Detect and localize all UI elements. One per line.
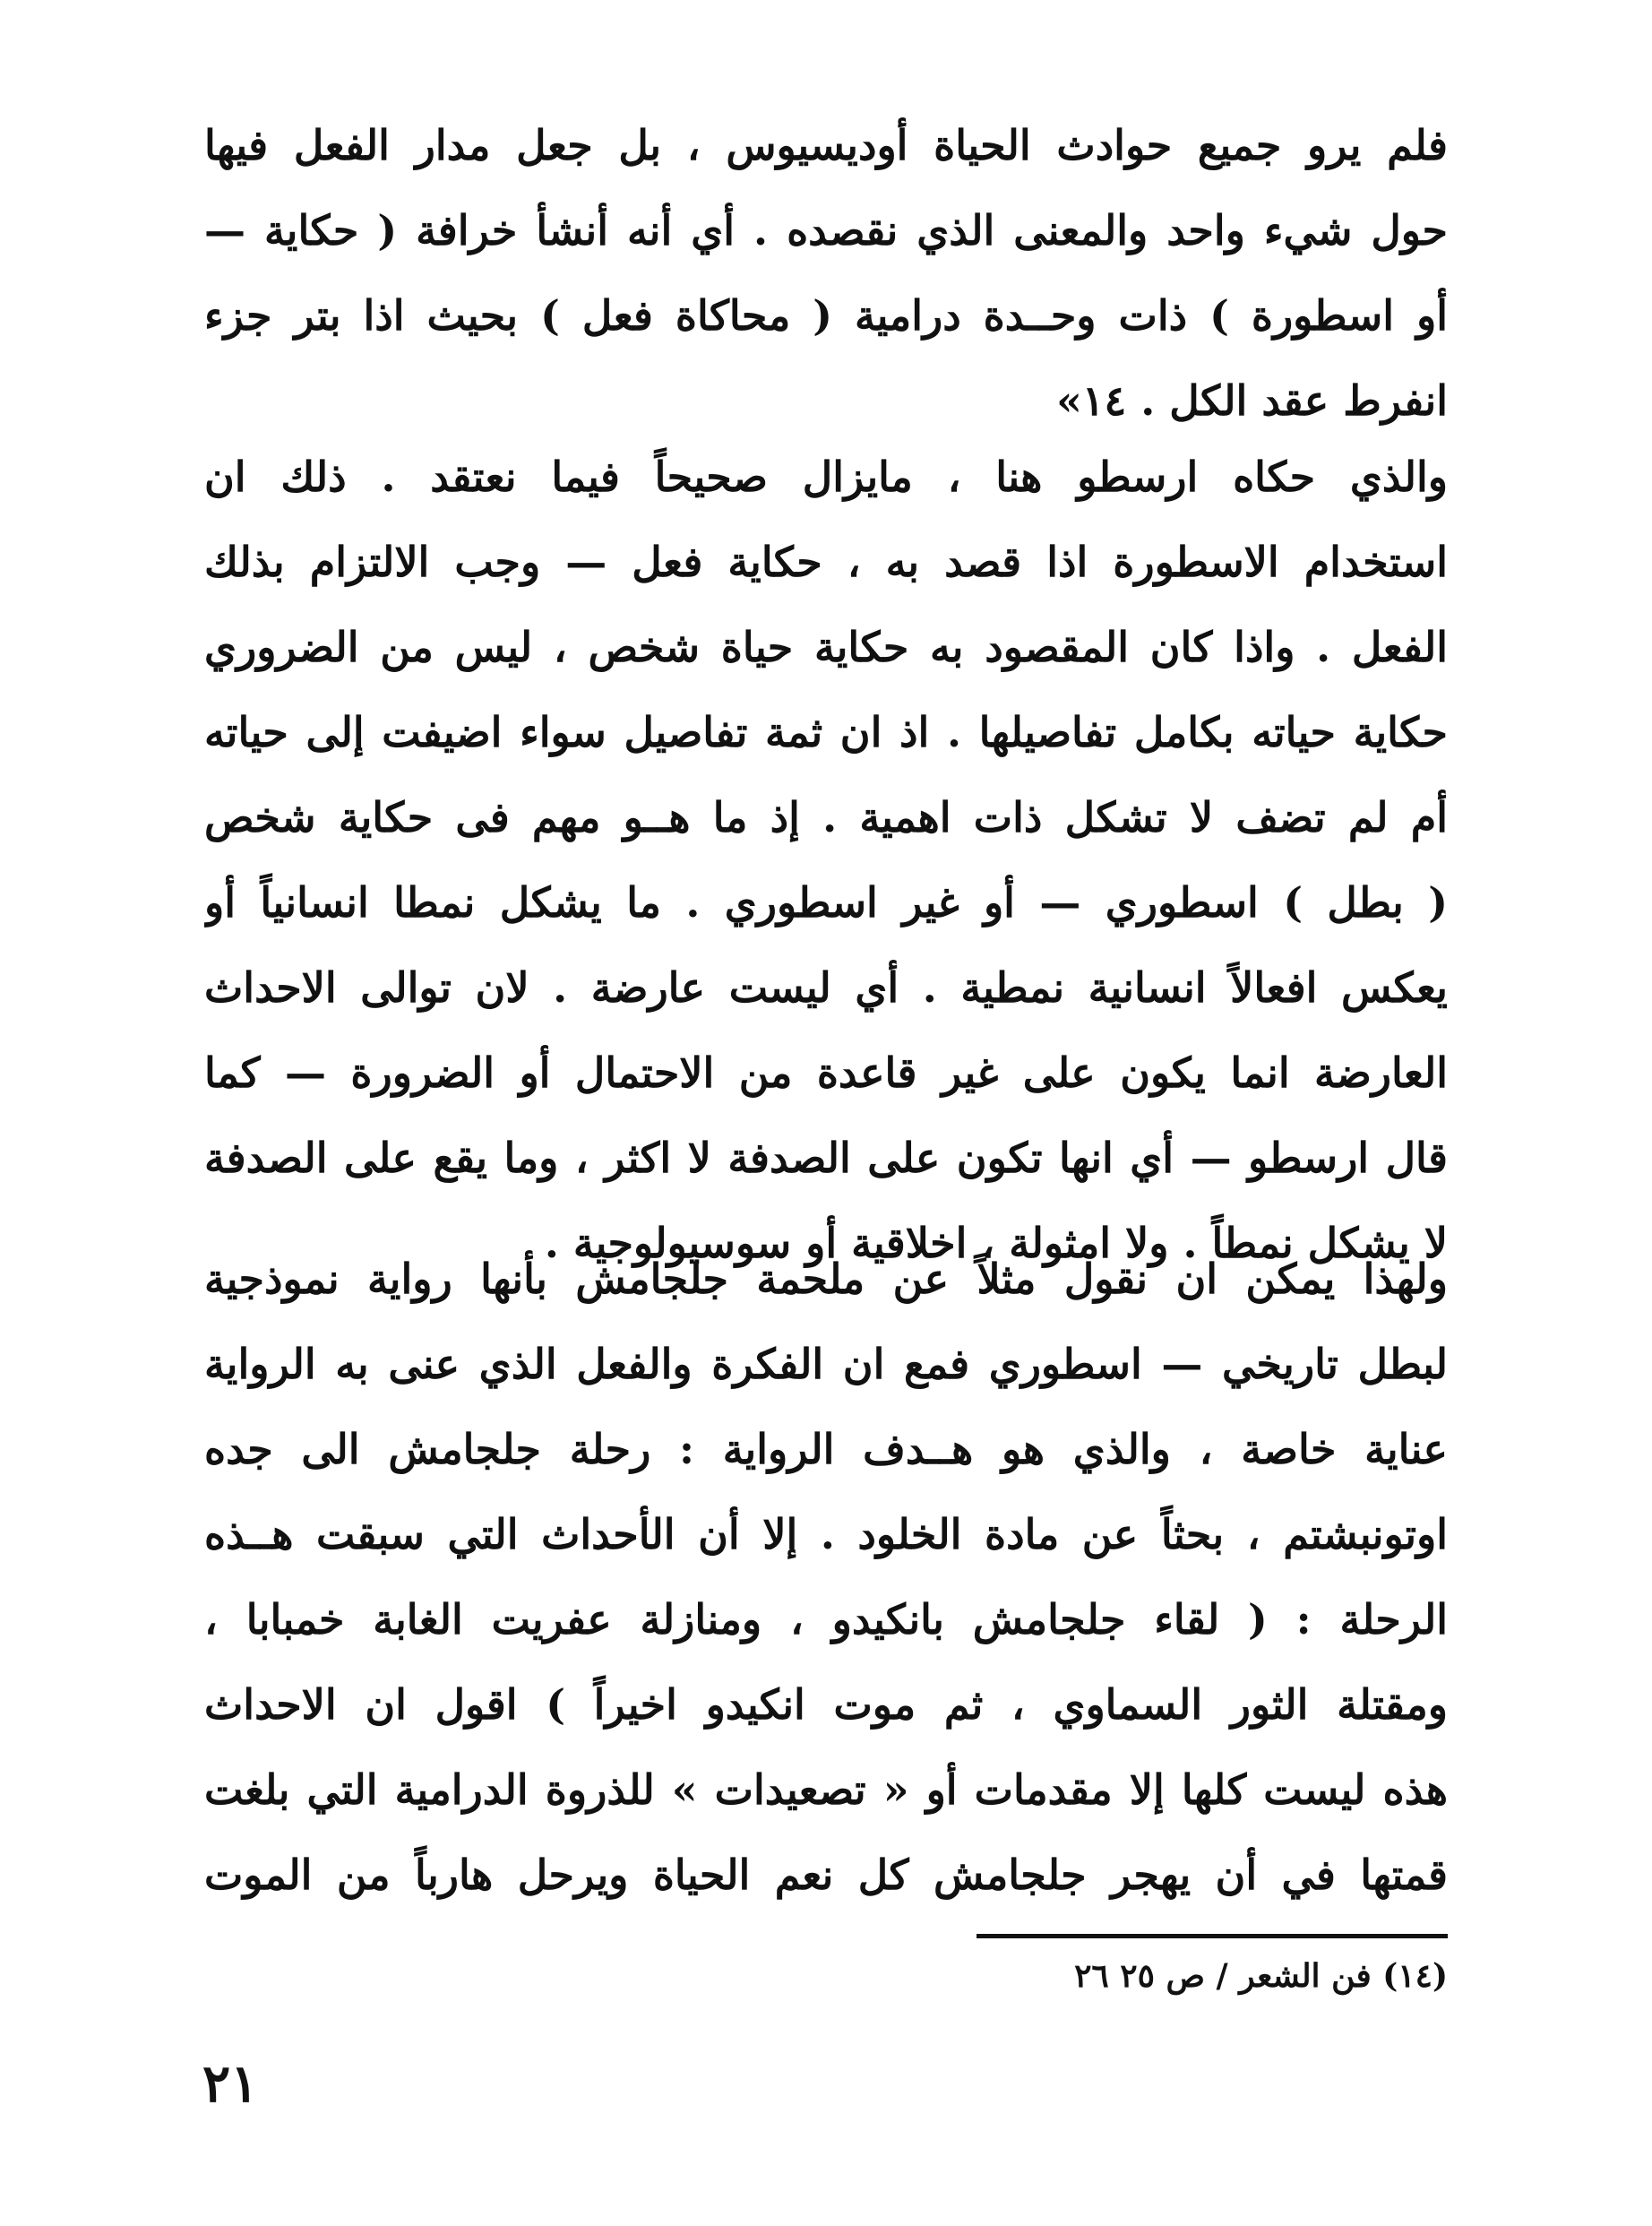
- text-line: اوتونبشتم ، بحثاً عن مادة الخلود . إلا أن الأحداث التي سبقت هــذه: [204, 1510, 1448, 1558]
- footnote-divider: [977, 1934, 1448, 1938]
- text-line: حكاية حياته بكامل تفاصيلها . اذ ان ثمة تفاصيل سواء اضيفت إلى حياته: [204, 708, 1448, 756]
- paragraph-1: [204, 103, 1448, 444]
- text-line: والذي حكاه ارسطو هنا ، مايزال صحيحاً فيما نعتقد . ذلك ان: [204, 453, 1448, 501]
- footnote: (١٤) فن الشعر / ص ٢٥ ٢٦: [1074, 1957, 1448, 1995]
- text-line: أم لم تضف لا تشكل ذات اهمية . إذ ما هــو مهم فى حكاية شخص: [204, 793, 1448, 841]
- text-line: العارضة انما يكون على غير قاعدة من الاحتمال أو الضرورة — كما: [204, 1048, 1448, 1097]
- text-line: ولهذا يمكن ان نقول مثلاً عن ملحمة جلجامش بأنها رواية نموذجية: [204, 1255, 1448, 1303]
- text-line: ومقتلة الثور السماوي ، ثم موت انكيدو اخيراً ) اقول ان الاحداث: [204, 1680, 1448, 1729]
- paragraph-2: [204, 435, 1448, 1286]
- text-line: قمتها في أن يهجر جلجامش كل نعم الحياة ويرحل هارباً من الموت: [204, 1851, 1448, 1899]
- text-line: هذه ليست كلها إلا مقدمات أو « تصعيدات » للذروة الدرامية التي بلغت: [204, 1765, 1448, 1814]
- text-line: عناية خاصة ، والذي هو هــدف الرواية : رحلة جلجامش الى جده: [204, 1425, 1448, 1473]
- text-line: لا يشكل نمطاً . ولا امثولة ، اخلاقية أو سوسيولوجية .: [544, 1219, 1448, 1267]
- text-line: حول شيء واحد والمعنى الذي نقصده . أي أنه أنشأ خرافة ( حكاية —: [204, 206, 1448, 255]
- text-line: فلم يرو جميع حوادث الحياة أوديسيوس ، بل جعل مدار الفعل فيها: [204, 121, 1448, 169]
- page-number: ٢١: [202, 2053, 259, 2114]
- text-line: يعكس افعالاً انسانية نمطية . أي ليست عارضة . لان توالى الاحداث: [204, 963, 1448, 1012]
- text-line: الفعل . واذا كان المقصود به حكاية حياة شخص ، ليس من الضروري: [204, 623, 1448, 671]
- text-line: استخدام الاسطورة اذا قصد به ، حكاية فعل — وجب الالتزام بذلك: [204, 538, 1448, 586]
- text-line: الرحلة : ( لقاء جلجامش بانكيدو ، ومنازلة عفريت الغابة خمبابا ،: [204, 1595, 1448, 1644]
- text-line: انفرط عقد الكل . ١٤»: [1056, 376, 1448, 425]
- paragraph-3: [204, 1237, 1448, 1918]
- text-line: قال ارسطو — أي انها تكون على الصدفة لا اكثر ، وما يقع على الصدفة: [204, 1134, 1448, 1182]
- text-line: ( بطل ) اسطوري — أو غير اسطوري . ما يشكل نمطا انسانياً أو: [204, 878, 1448, 927]
- text-line: لبطل تاريخي — اسطوري فمع ان الفكرة والفعل الذي عنى به الرواية: [204, 1340, 1448, 1388]
- text-line: أو اسطورة ) ذات وحــدة درامية ( محاكاة فعل ) بحيث اذا بتر جزء: [204, 291, 1448, 340]
